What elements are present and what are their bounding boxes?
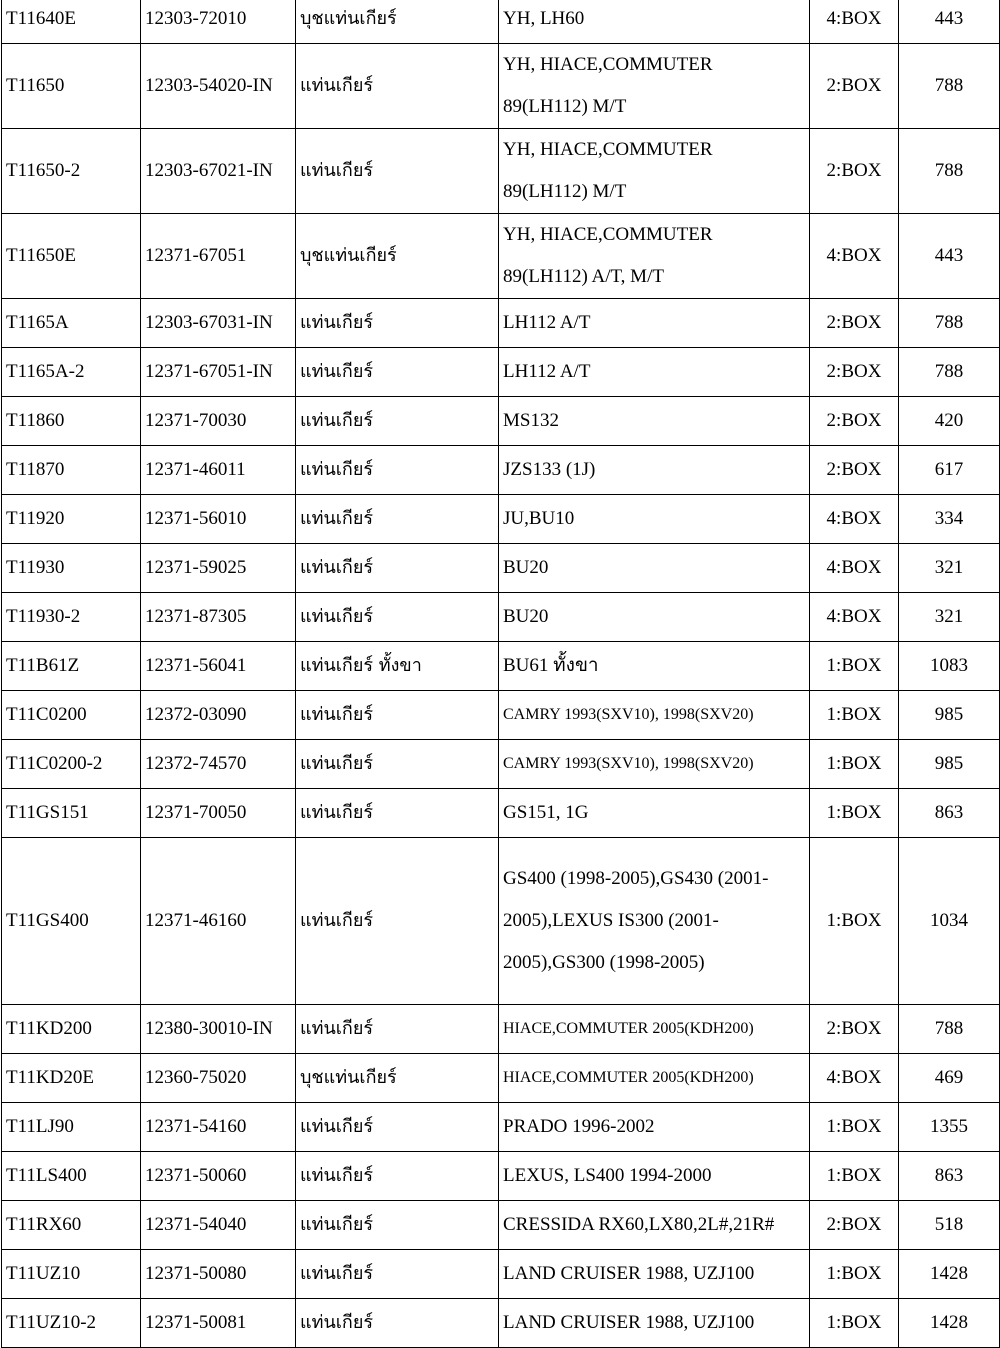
- quantity-cell: 1:BOX: [810, 1250, 899, 1299]
- description-cell: แท่นเกียร์: [296, 691, 499, 740]
- quantity-cell: 4:BOX: [810, 214, 899, 299]
- part-number-cell: 12380-30010-IN: [141, 1005, 296, 1054]
- product-code-cell: T11UZ10-2: [2, 1299, 141, 1348]
- description-cell: แท่นเกียร์: [296, 299, 499, 348]
- description-cell: แท่นเกียร์: [296, 544, 499, 593]
- description-cell: แท่นเกียร์: [296, 1005, 499, 1054]
- price-cell: 788: [899, 1005, 1000, 1054]
- table-row: [2, 446, 1000, 495]
- application-line: HIACE,COMMUTER 2005(KDH200): [503, 1069, 754, 1086]
- quantity-cell: 2:BOX: [810, 299, 899, 348]
- part-number-cell: 12371-50060: [141, 1152, 296, 1201]
- application-cell: [499, 299, 810, 348]
- price-cell: 1355: [899, 1103, 1000, 1152]
- description-cell: แท่นเกียร์: [296, 446, 499, 495]
- table-row: [2, 544, 1000, 593]
- application-line: HIACE,COMMUTER 2005(KDH200): [503, 1020, 754, 1037]
- application-cell: [499, 691, 810, 740]
- part-number-cell: 12303-54020-IN: [141, 44, 296, 129]
- product-code-cell: T11KD20E: [2, 1054, 141, 1103]
- application-cell: [499, 129, 810, 214]
- part-number-cell: 12360-75020: [141, 1054, 296, 1103]
- quantity-cell: 1:BOX: [810, 789, 899, 838]
- application-line: JZS133 (1J): [503, 459, 596, 480]
- product-code-cell: T1165A: [2, 299, 141, 348]
- price-cell: 788: [899, 299, 1000, 348]
- part-number-cell: 12371-50080: [141, 1250, 296, 1299]
- quantity-cell: 2:BOX: [810, 1201, 899, 1250]
- application-cell: [499, 0, 810, 44]
- table-row: [2, 129, 1000, 214]
- application-cell: [499, 1103, 810, 1152]
- price-cell: 443: [899, 214, 1000, 299]
- application-line: LH112 A/T: [503, 361, 591, 382]
- description-cell: แท่นเกียร์: [296, 495, 499, 544]
- product-code-cell: T11930: [2, 544, 141, 593]
- application-cell: [499, 495, 810, 544]
- part-number-cell: 12371-54040: [141, 1201, 296, 1250]
- product-code-cell: T11UZ10: [2, 1250, 141, 1299]
- part-number-cell: 12371-70050: [141, 789, 296, 838]
- table-row: [2, 0, 1000, 44]
- product-code-cell: T11GS400: [2, 838, 141, 1005]
- description-cell: แท่นเกียร์: [296, 1103, 499, 1152]
- application-cell: [499, 44, 810, 129]
- table-row: [2, 1152, 1000, 1201]
- price-cell: 518: [899, 1201, 1000, 1250]
- product-code-cell: T11B61Z: [2, 642, 141, 691]
- price-cell: 788: [899, 44, 1000, 129]
- application-cell: [499, 348, 810, 397]
- product-code-cell: T11KD200: [2, 1005, 141, 1054]
- table-row: [2, 1299, 1000, 1348]
- table-row: [2, 593, 1000, 642]
- description-cell: แท่นเกียร์: [296, 789, 499, 838]
- product-code-cell: T11920: [2, 495, 141, 544]
- description-cell: แท่นเกียร์: [296, 1250, 499, 1299]
- price-cell: 985: [899, 740, 1000, 789]
- table-row: [2, 44, 1000, 129]
- quantity-cell: 1:BOX: [810, 740, 899, 789]
- quantity-cell: 2:BOX: [810, 446, 899, 495]
- table-row: [2, 1201, 1000, 1250]
- price-cell: 469: [899, 1054, 1000, 1103]
- table-row: [2, 1250, 1000, 1299]
- part-number-cell: 12371-67051-IN: [141, 348, 296, 397]
- application-line: 2005),LEXUS IS300 (2001-: [503, 910, 719, 931]
- table-row: [2, 642, 1000, 691]
- description-cell: บุชแท่นเกียร์: [296, 0, 499, 44]
- quantity-cell: 4:BOX: [810, 0, 899, 44]
- parts-table: [1, 0, 1000, 1348]
- part-number-cell: 12372-74570: [141, 740, 296, 789]
- application-line: JU,BU10: [503, 508, 575, 529]
- part-number-cell: 12371-87305: [141, 593, 296, 642]
- application-cell: [499, 740, 810, 789]
- price-cell: 321: [899, 544, 1000, 593]
- price-cell: 420: [899, 397, 1000, 446]
- application-line: YH, HIACE,COMMUTER: [503, 224, 713, 245]
- price-cell: 1428: [899, 1299, 1000, 1348]
- application-line: BU20: [503, 606, 549, 627]
- quantity-cell: 1:BOX: [810, 1103, 899, 1152]
- application-cell: [499, 1250, 810, 1299]
- quantity-cell: 2:BOX: [810, 348, 899, 397]
- product-code-cell: T11LJ90: [2, 1103, 141, 1152]
- application-line: 89(LH112) M/T: [503, 181, 627, 202]
- description-cell: บุชแท่นเกียร์: [296, 214, 499, 299]
- price-cell: 788: [899, 129, 1000, 214]
- description-cell: แท่นเกียร์: [296, 1299, 499, 1348]
- price-cell: 1034: [899, 838, 1000, 1005]
- application-line: 89(LH112) A/T, M/T: [503, 266, 664, 287]
- part-number-cell: 12303-72010: [141, 0, 296, 44]
- part-number-cell: 12371-54160: [141, 1103, 296, 1152]
- price-cell: 1083: [899, 642, 1000, 691]
- product-code-cell: T11RX60: [2, 1201, 141, 1250]
- quantity-cell: 1:BOX: [810, 642, 899, 691]
- price-cell: 617: [899, 446, 1000, 495]
- quantity-cell: 1:BOX: [810, 1152, 899, 1201]
- description-cell: แท่นเกียร์: [296, 129, 499, 214]
- price-cell: 1428: [899, 1250, 1000, 1299]
- table-row: [2, 838, 1000, 1005]
- product-code-cell: T11650E: [2, 214, 141, 299]
- application-line: LH112 A/T: [503, 312, 591, 333]
- product-code-cell: T11C0200-2: [2, 740, 141, 789]
- table-row: [2, 397, 1000, 446]
- parts-table-body: [2, 0, 1000, 1348]
- quantity-cell: 4:BOX: [810, 593, 899, 642]
- description-cell: แท่นเกียร์: [296, 1152, 499, 1201]
- application-cell: [499, 1005, 810, 1054]
- table-row: [2, 495, 1000, 544]
- product-code-cell: T11C0200: [2, 691, 141, 740]
- table-row: [2, 1103, 1000, 1152]
- application-line: CAMRY 1993(SXV10), 1998(SXV20): [503, 755, 754, 772]
- application-cell: [499, 642, 810, 691]
- description-cell: บุชแท่นเกียร์: [296, 1054, 499, 1103]
- part-number-cell: 12371-56041: [141, 642, 296, 691]
- description-cell: แท่นเกียร์: [296, 44, 499, 129]
- application-line: CAMRY 1993(SXV10), 1998(SXV20): [503, 706, 754, 723]
- part-number-cell: 12372-03090: [141, 691, 296, 740]
- product-code-cell: T11930-2: [2, 593, 141, 642]
- price-cell: 788: [899, 348, 1000, 397]
- product-code-cell: T11650: [2, 44, 141, 129]
- part-number-cell: 12371-46160: [141, 838, 296, 1005]
- table-row: [2, 740, 1000, 789]
- part-number-cell: 12371-70030: [141, 397, 296, 446]
- price-cell: 443: [899, 0, 1000, 44]
- quantity-cell: 4:BOX: [810, 495, 899, 544]
- application-cell: [499, 789, 810, 838]
- application-cell: [499, 1152, 810, 1201]
- product-code-cell: T11650-2: [2, 129, 141, 214]
- product-code-cell: T11870: [2, 446, 141, 495]
- application-line: 2005),GS300 (1998-2005): [503, 952, 705, 973]
- part-number-cell: 12303-67031-IN: [141, 299, 296, 348]
- table-row: [2, 299, 1000, 348]
- part-number-cell: 12371-67051: [141, 214, 296, 299]
- table-row: [2, 789, 1000, 838]
- application-cell: [499, 214, 810, 299]
- quantity-cell: 1:BOX: [810, 838, 899, 1005]
- description-cell: แท่นเกียร์: [296, 740, 499, 789]
- product-code-cell: T1165A-2: [2, 348, 141, 397]
- application-line: BU61 ทั้งขา: [503, 655, 599, 676]
- quantity-cell: 2:BOX: [810, 1005, 899, 1054]
- application-line: GS400 (1998-2005),GS430 (2001-: [503, 868, 769, 889]
- application-line: GS151, 1G: [503, 802, 589, 823]
- part-number-cell: 12371-46011: [141, 446, 296, 495]
- description-cell: แท่นเกียร์: [296, 397, 499, 446]
- application-line: PRADO 1996-2002: [503, 1116, 655, 1137]
- application-cell: [499, 397, 810, 446]
- part-number-cell: 12371-59025: [141, 544, 296, 593]
- application-line: LAND CRUISER 1988, UZJ100: [503, 1312, 755, 1333]
- part-number-cell: 12303-67021-IN: [141, 129, 296, 214]
- description-cell: แท่นเกียร์: [296, 838, 499, 1005]
- quantity-cell: 2:BOX: [810, 44, 899, 129]
- application-cell: [499, 1299, 810, 1348]
- quantity-cell: 4:BOX: [810, 544, 899, 593]
- application-line: YH, LH60: [503, 8, 585, 29]
- quantity-cell: 2:BOX: [810, 397, 899, 446]
- part-number-cell: 12371-50081: [141, 1299, 296, 1348]
- application-cell: [499, 1201, 810, 1250]
- price-cell: 334: [899, 495, 1000, 544]
- quantity-cell: 4:BOX: [810, 1054, 899, 1103]
- table-row: [2, 1005, 1000, 1054]
- price-cell: 863: [899, 789, 1000, 838]
- application-line: YH, HIACE,COMMUTER: [503, 54, 713, 75]
- table-row: [2, 348, 1000, 397]
- price-cell: 863: [899, 1152, 1000, 1201]
- application-line: BU20: [503, 557, 549, 578]
- description-cell: แท่นเกียร์ ทั้งขา: [296, 642, 499, 691]
- description-cell: แท่นเกียร์: [296, 348, 499, 397]
- application-cell: [499, 838, 810, 1005]
- application-line: CRESSIDA RX60,LX80,2L#,21R#: [503, 1214, 775, 1235]
- application-cell: [499, 446, 810, 495]
- part-number-cell: 12371-56010: [141, 495, 296, 544]
- application-cell: [499, 544, 810, 593]
- application-line: 89(LH112) M/T: [503, 96, 627, 117]
- application-cell: [499, 593, 810, 642]
- description-cell: แท่นเกียร์: [296, 1201, 499, 1250]
- product-code-cell: T11640E: [2, 0, 141, 44]
- product-code-cell: T11GS151: [2, 789, 141, 838]
- product-code-cell: T11860: [2, 397, 141, 446]
- table-row: [2, 691, 1000, 740]
- application-line: MS132: [503, 410, 559, 431]
- price-cell: 985: [899, 691, 1000, 740]
- quantity-cell: 1:BOX: [810, 1299, 899, 1348]
- description-cell: แท่นเกียร์: [296, 593, 499, 642]
- product-code-cell: T11LS400: [2, 1152, 141, 1201]
- application-line: YH, HIACE,COMMUTER: [503, 139, 713, 160]
- application-cell: [499, 1054, 810, 1103]
- quantity-cell: 2:BOX: [810, 129, 899, 214]
- quantity-cell: 1:BOX: [810, 691, 899, 740]
- application-line: LEXUS, LS400 1994-2000: [503, 1165, 712, 1186]
- application-line: LAND CRUISER 1988, UZJ100: [503, 1263, 755, 1284]
- price-cell: 321: [899, 593, 1000, 642]
- table-row: [2, 1054, 1000, 1103]
- table-row: [2, 214, 1000, 299]
